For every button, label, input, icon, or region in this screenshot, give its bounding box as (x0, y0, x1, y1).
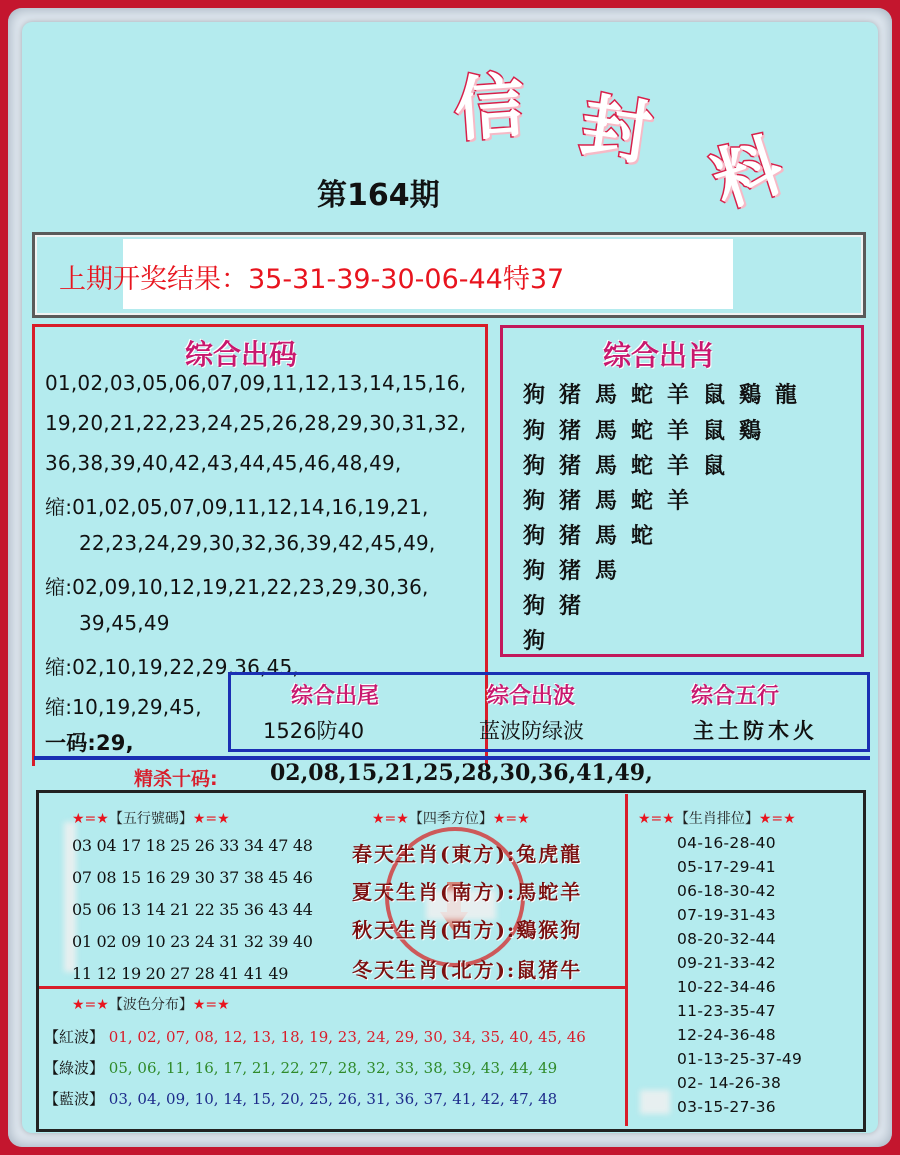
last-result-box (32, 232, 866, 318)
bottom-horizontal-divider (39, 986, 627, 989)
code-line: 22,23,24,29,30,32,36,39,42,45,49, (79, 531, 436, 555)
seasons-title (372, 808, 530, 828)
seasons-title-text: 【四季方位】 (408, 811, 493, 827)
zodiac-position-row: 12-24-36-48 (677, 1026, 776, 1044)
wave-title: 综合出波 (487, 683, 576, 709)
wave-row-green (44, 1057, 557, 1078)
tail-wave-elements-box (228, 672, 870, 752)
wuxing-row: 03 04 17 18 25 26 33 34 47 48 (72, 836, 313, 855)
ten-kill-value: 02,08,15,21,25,28,30,36,41,49, (270, 760, 653, 786)
wuxing-row: 01 02 09 10 23 24 31 32 39 40 (72, 932, 313, 951)
zodiac-position-row: 10-22-34-46 (677, 978, 776, 996)
wave-value: 蓝波防绿波 (479, 719, 584, 743)
bottom-vertical-divider (625, 794, 628, 1126)
season-row-spring: 春天生肖(東方):兔虎龍 (352, 842, 583, 866)
wave-distribution-title (72, 994, 230, 1014)
star-icon: ★=★ (72, 811, 109, 827)
ten-kill-label: 精杀十码: (134, 768, 218, 790)
zodiac-position-row: 09-21-33-42 (677, 954, 776, 972)
zodiac-row: 狗猪馬蛇羊鼠鷄 (523, 418, 776, 444)
code-line: 缩:02,09,10,12,19,21,22,23,29,30,36, (45, 575, 429, 599)
star-icon: ★=★ (372, 811, 409, 827)
wuxing-row: 07 08 15 16 29 30 37 38 45 46 (72, 868, 313, 887)
zodiac-row: 狗猪 (523, 593, 596, 619)
season-row-autumn: 秋天生肖(西方):鷄猴狗 (352, 918, 583, 942)
wave-numbers-blue: 03, 04, 09, 10, 14, 15, 20, 25, 26, 31, 36, 37, 41, 42, 47, 48 (108, 1090, 558, 1108)
wave-row-blue (44, 1088, 557, 1109)
zodiac-position-row: 01-13-25-37-49 (677, 1050, 803, 1068)
code-line: 39,45,49 (79, 611, 170, 635)
star-icon: ★=★ (492, 811, 530, 827)
zodiac-row: 狗猪馬 (523, 558, 632, 584)
single-code-line: 一码:29, (45, 731, 134, 755)
tail-value: 1526防40 (263, 719, 365, 743)
zodiac-position-row: 03-15-27-36 (677, 1098, 776, 1116)
wave-row-red (44, 1026, 586, 1047)
code-line: 缩:02,10,19,22,29,36,45, (45, 655, 299, 679)
five-elements-title: 综合五行 (691, 683, 780, 709)
wuxing-title-text: 【五行號碼】 (108, 811, 193, 827)
code-line: 19,20,21,22,23,24,25,26,28,29,30,31,32, (45, 411, 467, 435)
main-card (22, 22, 878, 1133)
zodiac-row: 狗猪馬蛇羊鼠鷄龍 (523, 382, 812, 408)
zodiac-row: 狗 (523, 628, 560, 654)
star-icon: ★=★ (72, 997, 109, 1013)
brand-char-3: 料 (703, 125, 793, 223)
blurred-watermark (640, 1090, 670, 1114)
wave-numbers-red: 01, 02, 07, 08, 12, 13, 18, 19, 23, 24, 29, 30, 34, 35, 40, 45, 46 (108, 1028, 586, 1046)
zodiac-position-row: 02- 14-26-38 (677, 1074, 782, 1092)
zodiac-row: 狗猪馬蛇 (523, 523, 668, 549)
wuxing-row: 05 06 13 14 21 22 35 36 43 44 (72, 900, 313, 919)
zodiac-row: 狗猪馬蛇羊 (523, 488, 704, 514)
zodiac-position-row: 04-16-28-40 (677, 834, 776, 852)
season-row-summer: 夏天生肖(南方):馬蛇羊 (352, 880, 583, 904)
five-elements-value: 主土防木火 (693, 719, 818, 743)
zodiac-positions-title (638, 808, 796, 828)
wuxing-row: 11 12 19 20 27 28 41 41 49 (72, 964, 289, 983)
tail-title: 综合出尾 (291, 683, 380, 709)
zodiac-row: 狗猪馬蛇羊鼠 (523, 453, 740, 479)
brand-char-1: 信 (451, 63, 528, 152)
wave-distribution-title-text: 【波色分布】 (108, 997, 193, 1013)
zodiac-position-row: 11-23-35-47 (677, 1002, 776, 1020)
composite-zodiac-title: 综合出肖 (603, 339, 716, 372)
star-icon: ★=★ (192, 811, 230, 827)
code-line: 36,38,39,40,42,43,44,45,46,48,49, (45, 451, 402, 475)
wuxing-title (72, 808, 230, 828)
composite-zodiac-box (500, 325, 864, 657)
star-icon: ★=★ (192, 997, 230, 1013)
star-icon: ★=★ (638, 811, 675, 827)
wave-label-blue: 【藍波】 (44, 1090, 105, 1108)
star-icon: ★=★ (758, 811, 796, 827)
wave-label-green: 【綠波】 (44, 1059, 105, 1077)
code-line: 缩:01,02,05,07,09,11,12,14,16,19,21, (45, 495, 429, 519)
zodiac-position-row: 05-17-29-41 (677, 858, 776, 876)
composite-codes-title: 综合出码 (185, 338, 298, 371)
zodiac-position-row: 08-20-32-44 (677, 930, 776, 948)
wave-label-red: 【紅波】 (44, 1028, 105, 1046)
zodiac-position-row: 06-18-30-42 (677, 882, 776, 900)
code-line: 缩:10,19,29,45, (45, 695, 202, 719)
zodiac-positions-title-text: 【生肖排位】 (674, 811, 759, 827)
season-row-winter: 冬天生肖(北方):鼠猪牛 (352, 958, 583, 982)
brand-char-2: 封 (575, 83, 657, 176)
last-result-text: 上期开奖结果：35-31-39-30-06-44特37 (59, 264, 565, 295)
wave-numbers-green: 05, 06, 11, 16, 17, 21, 22, 27, 28, 32, 33, 38, 39, 43, 44, 49 (108, 1059, 558, 1077)
code-line: 01,02,03,05,06,07,09,11,12,13,14,15,16, (45, 371, 467, 395)
issue-number: 第164期 (317, 178, 440, 213)
zodiac-position-row: 07-19-31-43 (677, 906, 776, 924)
